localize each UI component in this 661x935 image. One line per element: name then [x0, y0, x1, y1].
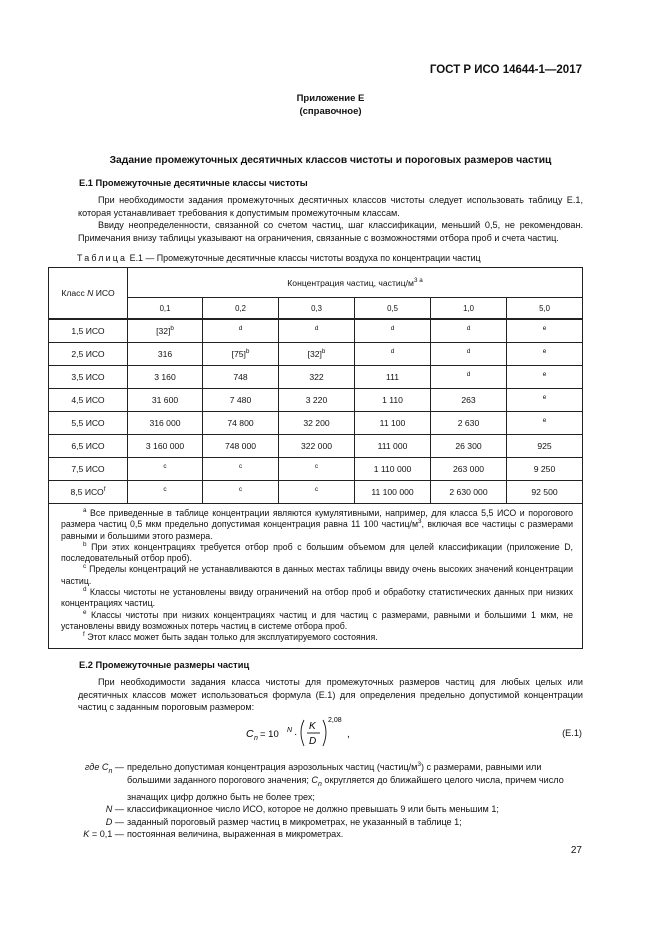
concentration-cell	[431, 343, 507, 366]
e2-heading: E.2 Промежуточные размеры частиц	[79, 660, 250, 670]
concentration-cell	[279, 343, 355, 366]
size-header-cell: 5,0	[507, 298, 583, 320]
class-header-post: ИСО	[93, 288, 115, 298]
formula-comma: ,	[347, 729, 350, 740]
concentration-header-sup: 3 a	[413, 276, 423, 284]
size-header-cell: 0,2	[203, 298, 279, 320]
formula-lhs: C	[246, 728, 254, 740]
table-note	[61, 542, 573, 565]
table-body	[49, 268, 583, 649]
appendix-subtitle: (справочное)	[299, 106, 362, 117]
concentration-value: [32]	[156, 326, 171, 336]
concentration-cell	[431, 481, 507, 504]
table-caption-text: E.1 — Промежуточные десятичные классы чистоты воздуха по концентрации частиц	[127, 253, 481, 263]
footnote-mark: b	[170, 325, 174, 333]
concentration-cell	[355, 458, 431, 481]
class-value: 3,5 ИСО	[71, 372, 105, 382]
formula-numerator: K	[309, 721, 316, 732]
concentration-value: 3 160	[154, 372, 176, 382]
definition-term	[46, 828, 124, 841]
class-cell	[49, 343, 128, 366]
concentration-cell	[507, 435, 583, 458]
formula-power: 2,08	[328, 717, 342, 724]
table-caption-word: Таблица	[77, 253, 128, 263]
definition-text-part: n	[318, 780, 322, 788]
footnote-mark: d	[314, 325, 319, 332]
footnote-mark: e	[542, 394, 547, 401]
class-cell	[49, 435, 128, 458]
class-value: 6,5 ИСО	[71, 441, 105, 451]
appendix-title: Приложение E	[296, 93, 365, 104]
class-cell	[49, 458, 128, 481]
e2-text	[78, 676, 583, 714]
table-caption	[77, 253, 481, 263]
e1-paragraph-2: Ввиду неопределенности, связанной со счетом частиц, шаг классификации, меньший 0,5, не рекомендован. Примечания внизу таблицы указывают на ограничения, связанные с возможностями отбора проб и счета частиц.	[78, 220, 583, 243]
concentration-cell	[507, 319, 583, 343]
formula-denominator: D	[309, 736, 317, 747]
definition-term	[46, 816, 124, 829]
definition-item	[46, 816, 586, 829]
standard-code: ГОСТ Р ИСО 14644-1—2017	[429, 64, 582, 76]
concentration-cell	[507, 458, 583, 481]
footnote-mark: c	[163, 463, 167, 470]
table-row	[49, 319, 583, 343]
table-row	[49, 412, 583, 435]
class-value: 1,5 ИСО	[71, 326, 105, 336]
concentration-cell	[355, 412, 431, 435]
table-row	[49, 389, 583, 412]
note-mark: b	[83, 540, 87, 548]
note-text: Классы чистоты при низких концентрациях частиц и для частиц с размерами, равными и большими 1 мкм, не установлены ввиду возможных потерь частиц в системе отбора проб.	[61, 609, 573, 631]
footnote-mark: c	[238, 486, 243, 493]
definition-text-part: 3	[417, 760, 421, 768]
concentration-value: 3 220	[305, 395, 328, 405]
footnote-mark: d	[466, 371, 471, 378]
definition-term-symbol: N	[105, 804, 113, 815]
appendix-heading	[0, 92, 661, 118]
concentration-cell	[128, 435, 203, 458]
concentration-value: 322 000	[300, 441, 333, 451]
note-text: Классы чистоты не установлены ввиду ограничений на отбор проб и обработку статистических данных при низких концентрациях частиц.	[61, 587, 573, 609]
concentration-value: 11 100 000	[371, 487, 414, 497]
formula-number: (E.1)	[562, 728, 582, 738]
concentration-cell	[128, 343, 203, 366]
concentration-header-text: Концентрация частиц, частиц/м	[287, 277, 414, 288]
concentration-cell	[431, 319, 507, 343]
definition-term-symbol: где C	[84, 762, 109, 772]
class-cell	[49, 389, 128, 412]
concentration-value: 2 630	[457, 418, 480, 428]
definition-term	[46, 761, 124, 778]
formula-eq: = 10	[260, 729, 279, 740]
class-value: 4,5 ИСО	[71, 395, 105, 405]
definition-text-part: предельно допустимая концентрация аэрозольных частиц (частиц/м	[127, 762, 418, 772]
concentration-value: 11 100	[379, 418, 406, 428]
footnote-mark: d	[466, 348, 471, 355]
definition-text	[127, 829, 343, 839]
concentration-cell	[203, 412, 279, 435]
definition-item	[46, 803, 586, 816]
concentration-value: 263 000	[452, 464, 485, 474]
definition-term	[46, 803, 124, 816]
note-text: Пределы концентраций не устанавливаются в данных местах таблицы ввиду очень высоких значений концентрации частиц.	[61, 564, 573, 586]
note-mark: e	[83, 608, 87, 616]
footnote-mark: c	[314, 463, 319, 470]
formula-lhs-sub: n	[254, 735, 258, 742]
concentration-value: 7 480	[229, 395, 252, 405]
concentration-value: 111 000	[377, 441, 408, 451]
definition-text	[127, 804, 499, 814]
class-cell	[49, 319, 128, 343]
table-note	[61, 610, 573, 633]
concentration-cell	[128, 458, 203, 481]
table-notes-row	[49, 504, 583, 649]
class-header-n: N	[87, 288, 94, 298]
definition-dash: —	[112, 762, 124, 772]
concentration-cell	[279, 319, 355, 343]
e2-paragraph-1: При необходимости задания класса чистоты для промежуточных размеров частиц для любых целых или десятичных классов может использоваться формула (E.1) для определения предельно допустимой концентрации частиц с заданным пороговым размером:	[78, 677, 583, 713]
footnote-mark: e	[542, 348, 547, 355]
class-footnote-mark: f	[103, 486, 106, 494]
page-number: 27	[570, 845, 582, 856]
definition-text-part: классификационное число ИСО, которое не должно превышать 9 или быть меньшим 1;	[127, 804, 499, 815]
concentration-cell	[279, 389, 355, 412]
table-note	[61, 564, 573, 587]
concentration-value: 92 500	[531, 487, 558, 497]
concentration-value: 9 250	[533, 464, 556, 474]
definition-term-subscript: n	[108, 767, 113, 775]
footnote-mark: c	[238, 463, 243, 470]
concentration-cell	[431, 458, 507, 481]
note-text: Все приведенные в таблице концентрации являются кумулятивными, например, для класса 5,5 ИСО и порогового размера частиц 0,5 мкм предельно допустимая концентрация равна 11 100 частиц/м	[61, 508, 573, 530]
e1-heading: E.1 Промежуточные десятичные классы чистоты	[79, 178, 308, 188]
concentration-cell	[203, 481, 279, 504]
class-value: 8,5 ИСО	[70, 487, 104, 497]
note-text: Этот класс может быть задан только для эксплуатируемого состояния.	[84, 632, 378, 643]
concentration-cell	[128, 481, 203, 504]
concentration-cell	[431, 412, 507, 435]
table-notes	[49, 504, 583, 649]
concentration-value: 322	[309, 372, 324, 382]
footnote-mark: e	[542, 417, 547, 424]
cleanliness-table	[48, 267, 583, 649]
class-header-pre: Класс	[61, 288, 88, 298]
concentration-value: 263	[461, 395, 476, 405]
concentration-cell	[507, 412, 583, 435]
footnote-mark: b	[321, 348, 326, 356]
footnote-mark: d	[390, 325, 395, 332]
table-note	[61, 587, 573, 610]
concentration-cell	[355, 389, 431, 412]
formula-definitions	[46, 761, 586, 841]
table-row	[49, 435, 583, 458]
note-text: При этих концентрациях требуется отбор проб с большим объемом для целей классификации (приложение D, последовательный отбор проб).	[61, 541, 573, 564]
definition-text-part: заданный пороговый размер частиц в микрометрах, не указанный в таблице 1;	[127, 816, 462, 827]
concentration-cell	[203, 435, 279, 458]
concentration-value: 74 800	[227, 418, 254, 428]
definition-text-part: ) с размерами, равными или большими заданного порогового значения;	[127, 762, 542, 785]
concentration-cell	[279, 435, 355, 458]
concentration-value: 1 110 000	[373, 464, 412, 474]
concentration-cell	[431, 435, 507, 458]
concentration-cell	[507, 481, 583, 504]
class-cell	[49, 481, 128, 504]
concentration-value: 316	[157, 349, 173, 359]
class-cell	[49, 412, 128, 435]
definition-term-symbol: D	[105, 816, 113, 827]
size-header-cell: 0,3	[279, 298, 355, 320]
concentration-value: 748	[233, 372, 248, 382]
class-cell	[49, 366, 128, 389]
concentration-value: 32 200	[303, 418, 330, 428]
formula-right-paren	[323, 720, 326, 746]
size-header-cell: 0,1	[128, 298, 203, 320]
concentration-cell	[203, 389, 279, 412]
concentration-value: 925	[537, 441, 552, 451]
concentration-cell	[355, 366, 431, 389]
formula-exponent-n: N	[287, 727, 293, 734]
note-mark: a	[83, 507, 87, 515]
note-mark: d	[83, 586, 87, 594]
formula-left-paren	[301, 720, 304, 746]
footnote-mark: d	[466, 325, 471, 332]
footnote-mark: c	[314, 486, 319, 493]
note-mark: f	[83, 631, 85, 639]
size-header-cell: 0,5	[355, 298, 431, 320]
footnote-mark: b	[245, 348, 250, 356]
e1-text	[78, 194, 583, 244]
concentration-cell	[279, 481, 355, 504]
concentration-cell	[355, 343, 431, 366]
table-note	[61, 508, 573, 542]
concentration-cell	[507, 343, 583, 366]
concentration-cell	[128, 366, 203, 389]
concentration-value: [75]	[231, 349, 246, 359]
concentration-cell	[128, 389, 203, 412]
note-mark: c	[83, 563, 87, 571]
definition-dash: —	[112, 816, 124, 827]
concentration-cell	[279, 366, 355, 389]
footnote-mark: d	[238, 325, 243, 332]
concentration-cell	[355, 319, 431, 343]
concentration-cell	[279, 412, 355, 435]
class-value: 5,5 ИСО	[71, 418, 105, 428]
concentration-cell	[431, 389, 507, 412]
e1-paragraph-1: При необходимости задания промежуточных десятичных классов чистоты следует использовать таблицу E.1, которая устанавливает требования к допустимым промежуточным классам.	[78, 195, 583, 218]
concentration-cell	[203, 366, 279, 389]
concentration-cell	[203, 343, 279, 366]
concentration-cell	[128, 319, 203, 343]
concentration-cell	[355, 435, 431, 458]
concentration-cell	[203, 319, 279, 343]
footnote-mark: d	[390, 348, 395, 355]
note-text-tail: , включая все частицы с размерами равными и большими этого размера.	[61, 519, 573, 541]
concentration-cell	[507, 366, 583, 389]
concentration-value: 31 600	[151, 395, 179, 405]
concentration-cell	[128, 412, 203, 435]
class-value: 2,5 ИСО	[71, 349, 105, 359]
formula-dot: ·	[294, 729, 298, 740]
footnote-mark: e	[542, 371, 547, 378]
concentration-cell	[355, 481, 431, 504]
note-superscript: 3	[418, 518, 422, 526]
class-header	[49, 268, 128, 320]
footnote-mark: e	[542, 325, 547, 332]
concentration-value: 748 000	[224, 441, 257, 451]
concentration-value: 2 630 000	[449, 487, 488, 497]
definition-text-part: постоянная величина, выраженная в микрометрах.	[127, 829, 344, 840]
definition-text	[127, 762, 564, 802]
concentration-cell	[279, 458, 355, 481]
table-row	[49, 343, 583, 366]
table-row	[49, 458, 583, 481]
definition-dash: = 0,1 —	[89, 829, 124, 840]
concentration-value: 316 000	[149, 418, 181, 428]
definition-dash: —	[112, 804, 124, 815]
definition-term-symbol: K	[83, 829, 90, 840]
table-row	[49, 481, 583, 504]
definition-text	[127, 817, 462, 827]
class-value: 7,5 ИСО	[71, 464, 105, 474]
size-header-cell: 1,0	[431, 298, 507, 320]
definition-item	[46, 761, 586, 803]
concentration-value: 1 110	[382, 395, 403, 405]
definition-text-part: округляется до ближайшего целого числа, причем число значащих цифр должно быть не более трех;	[127, 774, 564, 802]
size-header-row	[49, 298, 583, 320]
definition-item	[46, 828, 586, 841]
concentration-cell	[203, 458, 279, 481]
section-title: Задание промежуточных десятичных классов чистоты и пороговых размеров частиц	[109, 155, 552, 166]
concentration-cell	[507, 389, 583, 412]
concentration-value: 3 160 000	[145, 441, 185, 451]
concentration-value: 111	[385, 372, 400, 382]
concentration-cell	[431, 366, 507, 389]
definition-text-part: C	[311, 774, 318, 785]
table-row	[49, 366, 583, 389]
concentration-value: [32]	[307, 349, 322, 359]
table-note	[61, 632, 573, 643]
footnote-mark: c	[163, 486, 167, 493]
concentration-header	[128, 268, 583, 298]
table-header-row	[49, 268, 583, 298]
concentration-value: 26 300	[455, 441, 482, 451]
